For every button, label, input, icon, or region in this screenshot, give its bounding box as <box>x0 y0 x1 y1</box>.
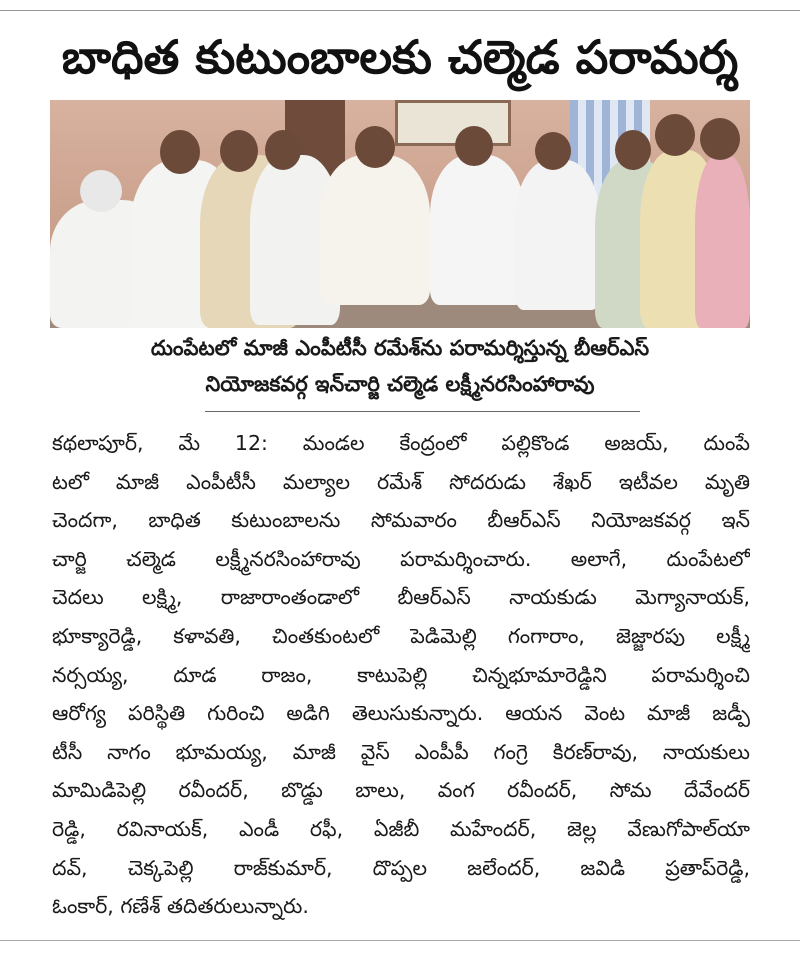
photo-person-head <box>80 170 122 212</box>
photo-person <box>320 155 430 305</box>
body-line: దవ్, చెక్కపెల్లి రాజ్‌కుమార్, దొప్పల జలేందర్, జవిడి ప్రతాప్‌రెడ్డి, <box>52 855 750 880</box>
caption-line: దుంపేటలో మాజీ ఎంపీటీసీ రమేశ్‌ను పరామర్శిస్తున్న బీఆర్ఎస్ <box>150 336 650 360</box>
body-line: కథలాపూర్, మే 12: మండల కేంద్రంలో పల్లికొండ అజయ్, దుంపే <box>52 431 750 455</box>
body-line: చెదలు లక్ష్మి, రాజారాంతండాలో బీఆర్ఎస్ నాయకుడు మెగ్యానాయక్, <box>52 585 750 610</box>
photo-person-head <box>700 118 740 160</box>
photo-person-head <box>355 126 395 168</box>
body-line: రెడ్డి, రవినాయక్, ఎండీ రఫీ, ఏజీబీ మహేందర్, జెల్ల వేణుగోపాల్‌యా <box>52 816 750 841</box>
body-line: చార్జి చల్మెడ లక్ష్మీనరసింహారావు పరామర్శించారు. అలాగే, దుంపేటలో <box>52 546 750 571</box>
body-line: టీసీ నాగం భూమయ్య, మాజీ వైస్ ఎంపీపీ గంగ్రె కిరణ్‌రావు, నాయకులు <box>52 739 750 764</box>
photo-caption <box>50 330 750 408</box>
body-line: మామిడిపెల్లి రవీందర్, బొడ్డు బాలు, వంగ రవీందర్, సోమ దేవేందర్ <box>52 778 750 803</box>
photo-person <box>430 155 525 305</box>
caption-line: నియోజకవర్గ ఇన్‌చార్జి చల్మెడ లక్ష్మీనరసింహారావు <box>205 372 595 396</box>
body-line: నర్సయ్య, దూడ రాజం, కాటుపెల్లి చిన్నభూమారెడ్డిని పరామర్శించి <box>52 662 750 687</box>
body-line: భూక్యారెడ్డి, కళావతి, చింతకుంటలో పెడిమెల్లి గంగారాం, జెజ్జారపు లక్ష్మీ <box>52 623 750 648</box>
photo-person-head <box>160 130 200 174</box>
bottom-border-rule <box>0 940 800 941</box>
photo-person-head <box>220 130 258 172</box>
photo-wall-frame <box>395 100 511 146</box>
caption-rule <box>205 411 640 412</box>
top-border-rule <box>0 0 800 11</box>
photo-person-head <box>535 132 571 170</box>
photo-person-head <box>455 126 493 166</box>
body-line: ఓంకార్, గణేశ్ తదితరులున్నారు. <box>52 894 309 919</box>
article-body <box>52 424 750 924</box>
photo-person-head <box>615 130 651 170</box>
body-line: చెందగా, బాధిత కుటుంబాలను సోమవారం బీఆర్ఎస్ నియోజకవర్గ ఇన్ <box>52 508 750 533</box>
photo-person <box>695 155 750 328</box>
body-line: ఆరోగ్య పరిస్థితి గురించి అడిగి తెలుసుకున్నారు. ఆయన వెంట మాజీ జడ్పీ <box>52 701 750 726</box>
body-line: టలో మాజీ ఎంపీటీసీ మల్యాల రమేశ్ సోదరుడు శేఖర్ ఇటీవల మృతి <box>52 469 750 494</box>
photo-person-head <box>265 130 301 170</box>
news-photo <box>50 100 750 328</box>
photo-person <box>515 160 600 310</box>
article-headline: బాధిత కుటుంబాలకు చల్మెడ పరామర్శ <box>61 30 739 84</box>
photo-person-head <box>655 114 695 156</box>
